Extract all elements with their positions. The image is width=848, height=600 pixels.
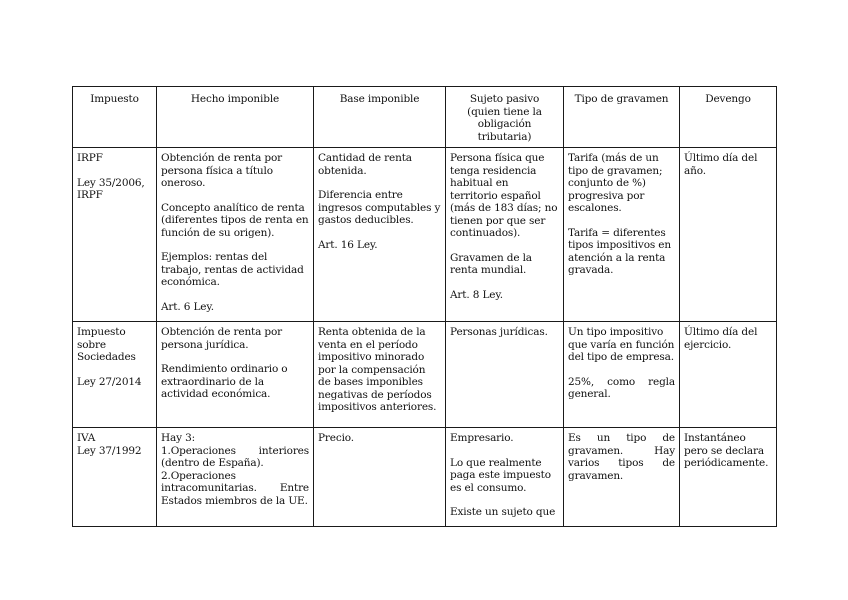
- cell-iva-base: [314, 428, 446, 527]
- irpf-sujeto-3: Art. 8 Ley.: [450, 288, 503, 301]
- cell-is-tipo: [564, 322, 680, 428]
- is-base: Renta obtenida de la venta en el período impositivo minorado por la compensación de bases imponibles negativas de períodos impositivos anteriores.: [318, 326, 437, 413]
- table-row-irpf: [73, 148, 777, 322]
- header-sujeto-line-3: obligación tributaria): [477, 118, 532, 143]
- iva-sujeto-3: Existe un sujeto que: [450, 506, 556, 518]
- cell-irpf-base: [314, 148, 446, 322]
- is-devengo: Último día del ejercicio.: [684, 326, 758, 351]
- is-hecho-2: Rendimiento ordinario o extraordinario de la actividad económica.: [161, 363, 288, 400]
- iva-tipo: Es un tipo de gravamen. Hay varios tipos de gravamen.: [568, 432, 675, 482]
- header-sujeto-line-2: (quien tiene la: [467, 105, 542, 118]
- is-name: Impuesto sobre Sociedades: [77, 326, 136, 363]
- header-impuesto: Impuesto: [73, 87, 157, 148]
- irpf-base-1: Cantidad de renta obtenida.: [318, 152, 412, 177]
- header-base-imponible: Base imponible: [314, 87, 446, 148]
- table-row-iva: [73, 428, 777, 527]
- irpf-hecho-2: Concepto analítico de renta (diferentes tipos de renta en función de su origen).: [161, 201, 309, 239]
- irpf-hecho-4: Art. 6 Ley.: [161, 300, 214, 313]
- header-devengo: Devengo: [680, 87, 777, 148]
- is-law: Ley 27/2014: [77, 375, 142, 388]
- irpf-tipo-1: Tarifa (más de un tipo de gravamen; conjunto de %) progresiva por escalones.: [568, 152, 663, 214]
- header-sujeto-line-1: Sujeto pasivo: [469, 93, 540, 105]
- header-tipo-gravamen: Tipo de gravamen: [564, 87, 680, 148]
- is-sujeto: Personas jurídicas.: [450, 326, 548, 338]
- iva-devengo: Instantáneo pero se declara periódicamente.: [684, 432, 769, 469]
- cell-irpf-tipo: [564, 148, 680, 322]
- cell-irpf-hecho: [157, 148, 314, 322]
- cell-iva-hecho: [157, 428, 314, 527]
- iva-hecho-1: Hay 3:: [161, 432, 196, 444]
- cell-iva-sujeto: [446, 428, 564, 527]
- irpf-law: Ley 35/2006, IRPF: [77, 176, 145, 201]
- iva-base: Precio.: [318, 432, 354, 444]
- cell-iva-devengo: [680, 428, 777, 527]
- iva-law: Ley 37/1992: [77, 444, 142, 457]
- cell-is-base: [314, 322, 446, 428]
- table-header-row: [73, 87, 777, 148]
- is-hecho-1: Obtención de renta por persona jurídica.: [161, 326, 283, 351]
- irpf-base-3: Art. 16 Ley.: [318, 238, 378, 251]
- cell-iva-impuesto: [73, 428, 157, 527]
- iva-sujeto-2: Lo que realmente paga este impuesto es el consumo.: [450, 456, 551, 494]
- iva-name: IVA: [77, 432, 96, 444]
- irpf-sujeto-1: Persona física que tenga residencia habitual en territorio español (más de 183 días; no tienen por que ser continuados).: [450, 152, 558, 239]
- cell-is-hecho: [157, 322, 314, 428]
- irpf-devengo: Último día del año.: [684, 152, 758, 177]
- iva-hecho-2: 1.Operaciones interiores (dentro de España).: [161, 444, 309, 469]
- header-sujeto-pasivo: [446, 87, 564, 148]
- cell-is-impuesto: [73, 322, 157, 428]
- irpf-sujeto-2: Gravamen de la renta mundial.: [450, 251, 532, 276]
- tax-comparison-table: [72, 86, 777, 527]
- cell-irpf-sujeto: [446, 148, 564, 322]
- is-tipo-1: Un tipo impositivo que varía en función del tipo de empresa.: [568, 326, 675, 363]
- irpf-name: IRPF: [77, 152, 103, 164]
- irpf-tipo-2: Tarifa = diferentes tipos impositivos en atención a la renta gravada.: [568, 226, 671, 276]
- irpf-hecho-1: Obtención de renta por persona física a título oneroso.: [161, 152, 283, 189]
- cell-is-sujeto: [446, 322, 564, 428]
- table-row-sociedades: [73, 322, 777, 428]
- cell-irpf-impuesto: [73, 148, 157, 322]
- irpf-base-2: Diferencia entre ingresos computables y gastos deducibles.: [318, 189, 441, 226]
- is-tipo-2: 25%, como regla general.: [568, 375, 675, 400]
- cell-iva-tipo: [564, 428, 680, 527]
- iva-hecho-3: 2.Operaciones intracomunitarias. Entre Estados miembros de la UE.: [161, 469, 309, 507]
- cell-irpf-devengo: [680, 148, 777, 322]
- header-hecho-imponible: Hecho imponible: [157, 87, 314, 148]
- cell-is-devengo: [680, 322, 777, 428]
- irpf-hecho-3: Ejemplos: rentas del trabajo, rentas de actividad económica.: [161, 251, 304, 288]
- iva-sujeto-1: Empresario.: [450, 432, 514, 444]
